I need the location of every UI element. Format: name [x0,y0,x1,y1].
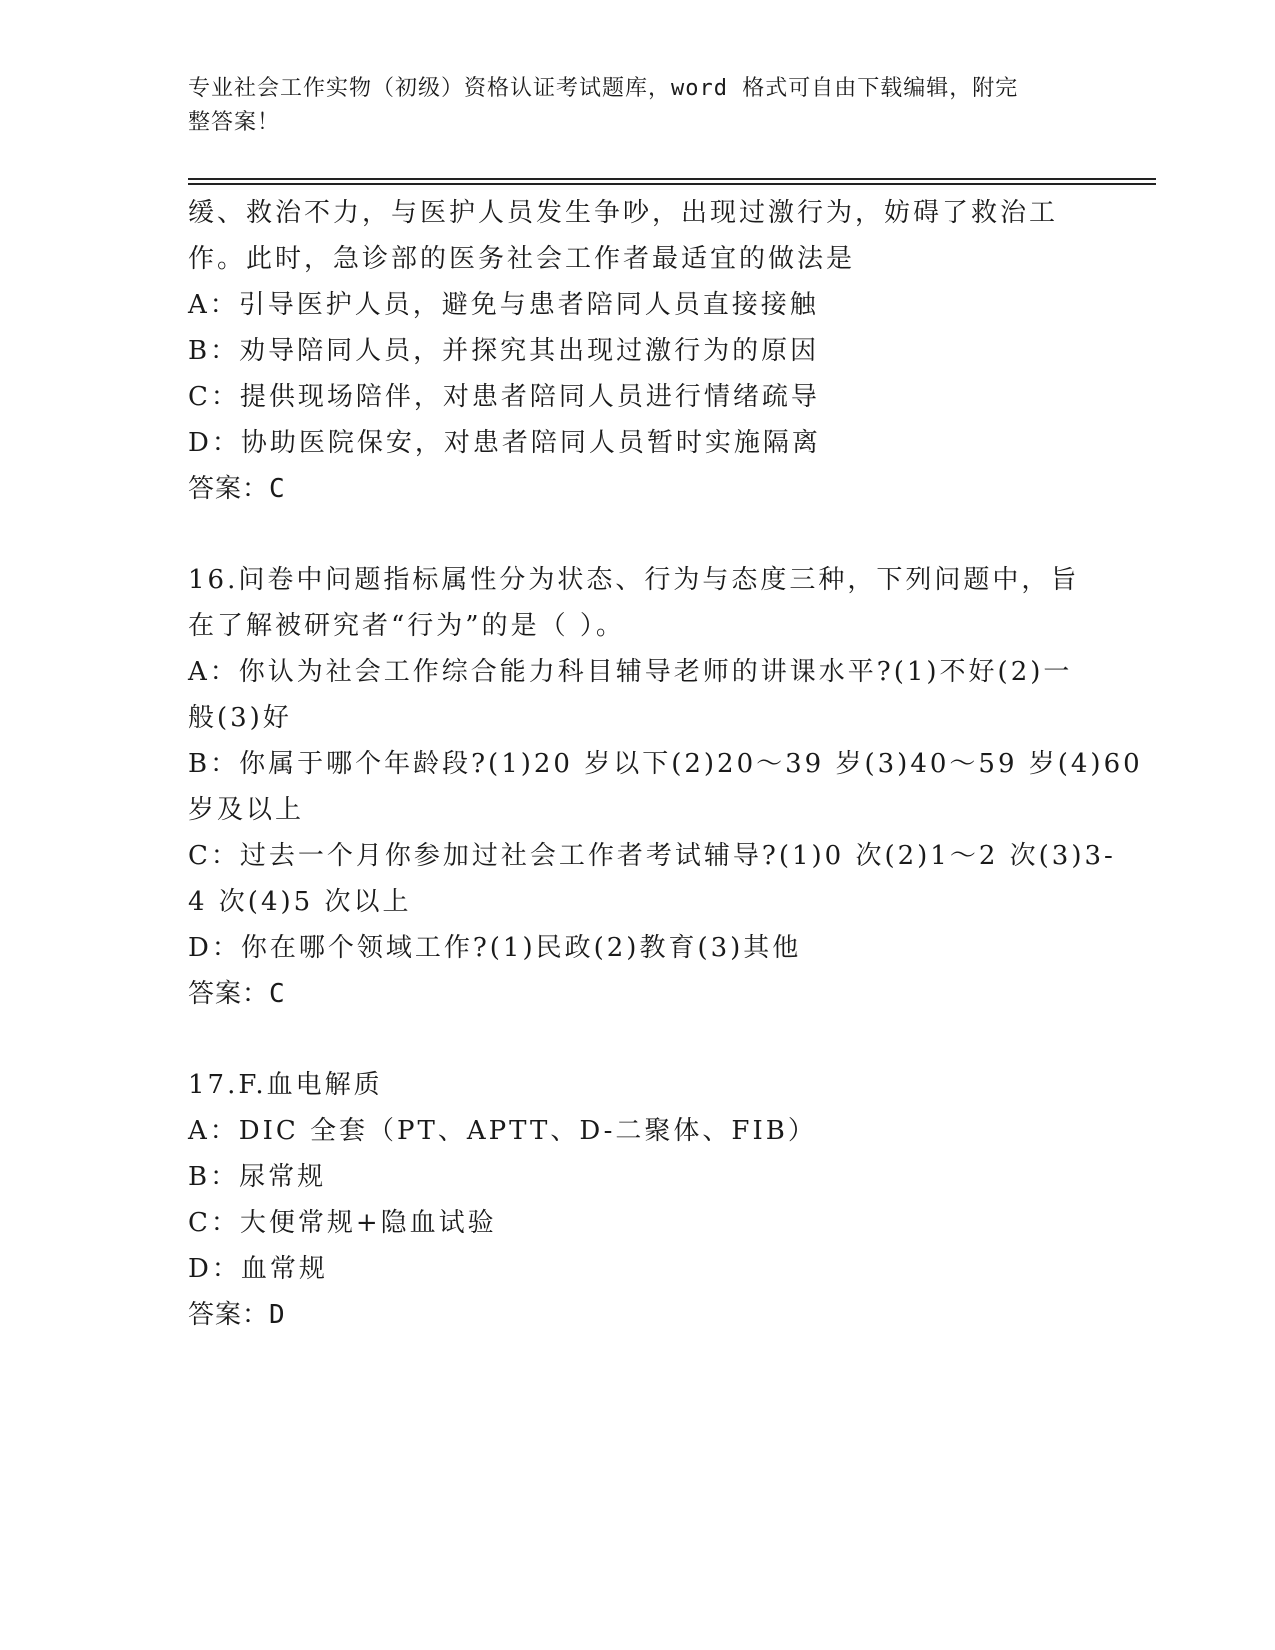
option-b: B：你属于哪个年龄段?(1)20 岁以下(2)20～39 岁(3)40～59 岁(4)60 [188,749,1143,779]
answer: 答案：D [188,1300,286,1330]
option-a: A：DIC 全套（PT、APTT、D-二聚体、FIB） [188,1116,817,1146]
header-line-1: 专业社会工作实物（初级）资格认证考试题库，word 格式可自由下载编辑，附完 [188,76,1019,101]
question-16 [188,557,1143,1017]
question-stem: 在了解被研究者“行为”的是（ ）。 [188,611,625,641]
header-rule-bottom [188,183,1156,185]
option-b-cont: 岁及以上 [188,795,305,825]
option-b: B：劝导陪同人员，并探究其出现过激行为的原因 [188,336,820,366]
question-stem: 缓、救治不力，与医护人员发生争吵，出现过激行为，妨碍了救治工 [188,198,1059,228]
option-d: D：协助医院保安，对患者陪同人员暂时实施隔离 [188,428,821,458]
option-c: C：大便常规+隐血试验 [188,1208,497,1238]
question-content [188,190,1143,1338]
header-rule-top [188,178,1156,180]
page-header [188,72,1068,140]
question-15 [188,190,1088,512]
spacer [188,512,1088,557]
option-b: B：尿常规 [188,1162,327,1192]
answer: 答案：C [188,474,286,504]
answer: 答案：C [188,979,286,1009]
option-a: A：引导医护人员，避免与患者陪同人员直接接触 [188,290,819,320]
question-stem: 16.问卷中问题指标属性分为状态、行为与态度三种，下列问题中，旨 [188,565,1080,595]
option-c: C：提供现场陪伴，对患者陪同人员进行情绪疏导 [188,382,820,412]
option-a-cont: 般(3)好 [188,703,292,733]
option-d: D：血常规 [188,1254,328,1284]
question-stem: 作。此时，急诊部的医务社会工作者最适宜的做法是 [188,244,856,274]
option-d: D：你在哪个领域工作?(1)民政(2)教育(3)其他 [188,933,802,963]
option-c: C：过去一个月你参加过社会工作者考试辅导?(1)0 次(2)1～2 次(3)3- [188,841,1116,871]
option-c-cont: 4 次(4)5 次以上 [188,887,412,917]
question-stem: 17.F.血电解质 [188,1070,383,1100]
question-17 [188,1062,1088,1338]
header-line-2: 整答案！ [188,110,281,135]
option-a: A：你认为社会工作综合能力科目辅导老师的讲课水平?(1)不好(2)一 [188,657,1073,687]
spacer [188,1017,1088,1062]
